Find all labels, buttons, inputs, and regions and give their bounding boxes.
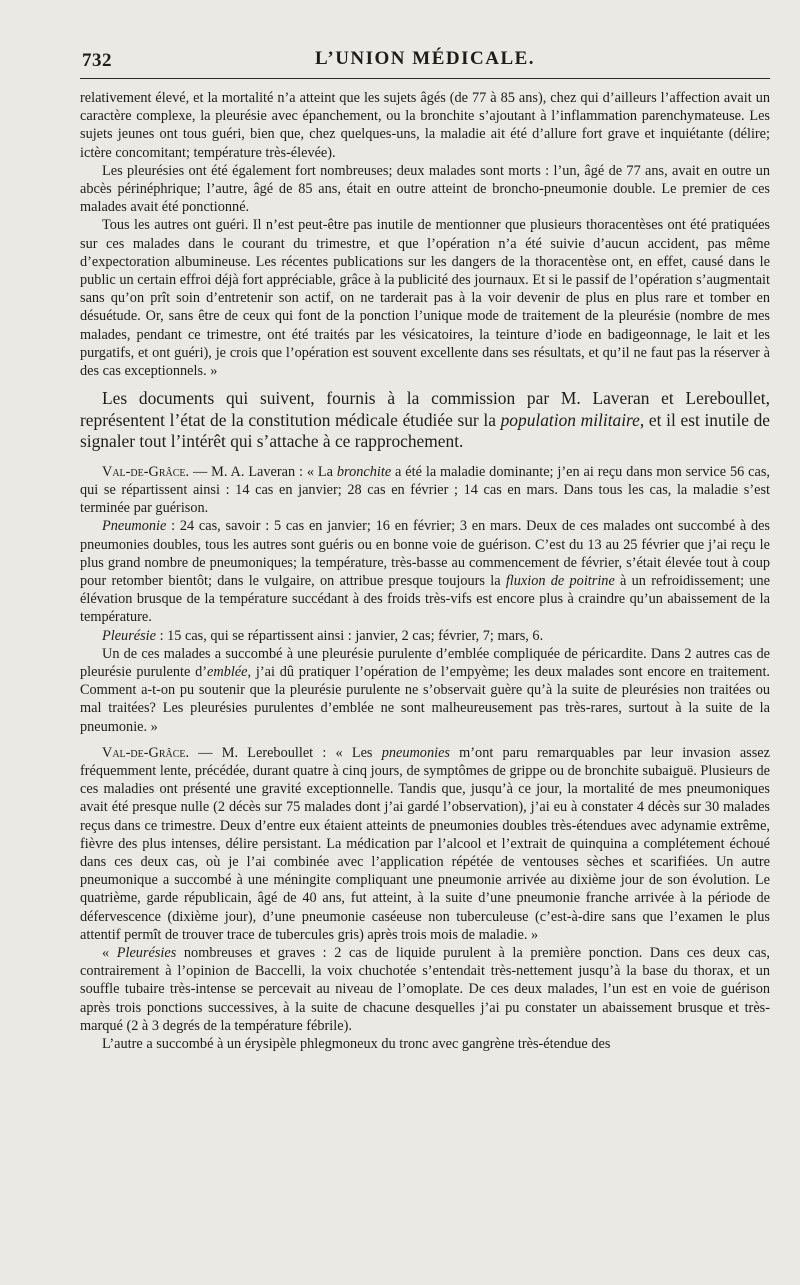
paragraph-pleuresie: Pleurésie : 15 cas, qui se répartissent ainsi : janvier, 2 cas; février, 7; mars, 6.	[102, 627, 544, 644]
lead-text-a: Les documents qui suivent, fournis à la commission par M. Laveran et Lereboullet, représentent l’état de la constitution médicale étudiée sur la	[80, 388, 770, 430]
paragraph-pneumonie: Pneumonie : 24 cas, savoir : 5 cas en janvier; 16 en février; 3 en mars. Deux de ces malades ont succombé à des pneumonies doubles, tous les autres sont guéris ou en bonne voie de guérison. C’est du 13 au 25 février que j’ai reçu le plus grand nombre de pneumoniques; la température, très-basse au commencement de février, s’était élevée tout à coup pour retomber bientôt; dans le vulgaire, on attribue presque toujours la fluxion de poitrine à un refroidissement; une élévation brusque de la température succédant à des froids très-vifs est encore plus à craindre qu’un abaissement de la température.	[80, 518, 770, 626]
paragraph-pleuresies-graves: « Pleurésies nombreuses et graves : 2 cas de liquide purulent à la première ponction. Dans ces deux cas, contrairement à l’opinion de Baccelli, la voix chuchotée s’entendait très-nettement jusqu’à la base du thorax, et un souffle tubaire très-intense se percevait au niveau de l’omoplate. De ces deux malades, l’un est en voie de guérison après trois ponctions successives, à la suite de chacune desquelles j’ai pu constater un abaissement brusque et très-marqué (2 à 3 degrés de la température fébrile).	[80, 945, 770, 1034]
paragraph-pleuresie-purulente: Un de ces malades a succombé à une pleurésie purulente d’emblée compliquée de péricardite. Dans 2 autres cas de pleurésie purulente d’emblée, j’ai dû pratiquer l’opération de l’empyème; les deux malades sont encore en traitement. Comment a-t-on pu soutenir que la pleurésie purulente ne s’observait guère qu’à la suite de pleurésies non traitées ou mal traitées? Les pleurésies purulentes d’emblée ne sont malheureusement pas très-rares, surtout à la suite de la pneumonie. »	[80, 645, 771, 735]
paragraph-thoracentese: Tous les autres ont guéri. Il n’est peut-être pas inutile de mentionner que plusieurs thoracentèses ont été pratiquées sur ces malades dans le courant du trimestre, et que l’opération n’a été suivie d’aucun accident, pas même d’expectoration albumineuse. Les récentes publications sur les dangers de la thoracentèse ont, en effet, causé dans le public un certain effroi déjà fort appréciable, grâce à la publicité des journaux. Et si le passif de l’opération s’augmentait sans qu’on prît soin d’entretenir son actif, on ne tarderait pas à la voir devenir de plus en plus rare et tomber en désuétude. Or, sans être de ceux qui font de la ponction l’unique mode de traitement de la pleurésie (nombre de mes malades, pendant ce trimestre, ont été traités par les vésicatoires, la teinture d’iode en badigeonnage, le lait et les purgatifs, et ont guéri), je crois que l’opération est souvent excellente dans ses résultats, et qu’il ne faut pas la réserver à des cas exceptionnels. »	[80, 217, 770, 380]
section-heading: Val-de-Grâce.	[102, 463, 190, 480]
paragraph-laveran-bronchite: Val-de-Grâce. — M. A. Laveran : « La bronchite a été la maladie dominante; j’en ai reçu dans mon service 56 cas, qui se répartissent ainsi : 14 cas en janvier; 28 cas en février ; 14 cas en mars. Dans tous les cas, la maladie s’est terminée par guérison.	[80, 463, 770, 517]
page-header	[80, 44, 770, 79]
page-number: 732	[82, 50, 112, 71]
paragraph-erysipele: L’autre a succombé à un érysipèle phlegmoneux du tronc avec gangrène très-étendue des	[102, 1036, 611, 1053]
paragraph-lereboullet-pneumonies: Val-de-Grâce. — M. Lereboullet : « Les pneumonies m’ont paru remarquables par leur invasion assez fréquemment lente, précédée, durant quatre à cinq jours, de symptômes de grippe ou de bronchite subaiguë. Plusieurs de ces maladies ont présenté une gravité exceptionnelle. Tandis que, jusqu’à ce jour, la mortalité de mes pneumoniques avait été presque nulle (2 décès sur 75 malades dont j’ai gardé l’observation), j’ai eu à constater 4 décès sur 30 malades reçus dans ce trimestre. Deux d’entre eux étaient atteints de pneumonies doubles très-étendues avec adynamie extrême, fièvre des plus intenses, délire persistant. La médication par l’alcool et l’extrait de quinquina a complétement échoué dans ces deux cas, où je l’ai combinée avec l’application répétée de ventouses sèches et scarifiées. Un autre pneumonique a succombé à une méningite compliquant une pneumonie arrivée au dixième jour de son évolution. Le quatrième, garde républicain, âgé de 40 ans, fut atteint, à la suite d’une pneumonie franche arrivée à la période de défervescence (dixième jour), d’une pneumonie caséeuse non tuberculeuse (c’est-à-dire sans que l’examen le plus attentif permît de trouver trace de tubercules gris) après trois mois de maladie. »	[80, 744, 770, 943]
paragraph-pleuresies: Les pleurésies ont été également fort nombreuses; deux malades sont morts : l’un, âgé de 77 ans, avait en outre un abcès périnéphrique; l’autre, âgé de 85 ans, était en outre atteint de broncho-pneumonie double. Le premier de ces malades avait été ponctionné.	[80, 162, 770, 216]
lead-text-b: , et il est inutile de signaler tout l’intérêt qui s’attache à ce rapprochement.	[80, 409, 770, 452]
lead-emphasis: population militaire	[500, 409, 640, 430]
lead-paragraph	[80, 388, 770, 453]
running-title: L’UNION MÉDICALE.	[314, 48, 536, 69]
section-heading: Val-de-Grâce.	[102, 744, 190, 761]
paragraph-continued: relativement élevé, et la mortalité n’a atteint que les sujets âgés (de 77 à 85 ans), chez qui d’ailleurs l’affection avait un caractère complexe, la pleurésie avec épanchement, ou la bronchite s’ajoutant à l’inflammation parenchymateuse. Les sujets jeunes ont tous guéri, bien que, chez quelques-uns, la maladie ait été d’allure fort grave et inquiétante (délire; ictère concomitant; température très-élevée).	[80, 90, 770, 161]
article-body	[80, 79, 770, 1053]
